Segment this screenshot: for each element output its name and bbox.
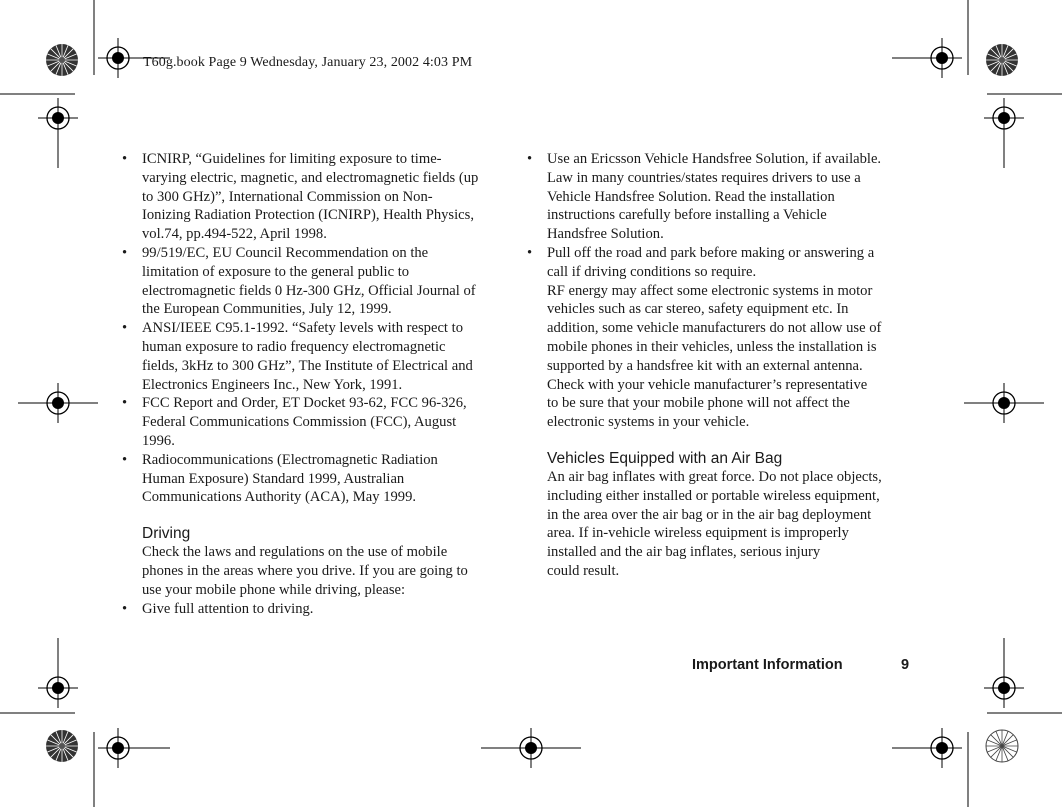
text-line: area. If in-vehicle wireless equipment is improperly (547, 525, 849, 542)
reference-item (120, 451, 510, 507)
text-line: electronic systems in your vehicle. (547, 414, 750, 431)
text-line: Check the laws and regulations on the use of mobile (142, 544, 448, 561)
reference-item (120, 244, 510, 319)
text-line: FCC Report and Order, ET Docket 93-62, FCC 96-326, (142, 395, 467, 412)
text-line: fields, 3kHz to 300 GHz”, The Institute of Electrical and (142, 357, 473, 374)
bullet-icon: • (527, 151, 533, 167)
text-line: Electronics Engineers Inc., New York, 1991. (142, 376, 403, 393)
footer-section-title: Important Information (692, 657, 843, 673)
left-column (120, 150, 510, 618)
text-line: Human Exposure) Standard 1999, Australian (142, 470, 405, 487)
reference-list (120, 150, 510, 507)
text-line: including either installed or portable wireless equipment, (547, 487, 880, 504)
text-line: could result. (547, 562, 620, 579)
text-line: Ionizing Radiation Protection (ICNIRP), Health Physics, (142, 207, 474, 224)
bullet-icon: • (122, 244, 128, 261)
text-line: Federal Communications Commission (FCC), August (142, 414, 457, 431)
text-line: installed and the air bag inflates, serious injury (547, 544, 821, 561)
bullet-icon: • (527, 244, 533, 261)
corner-target-icon (46, 44, 78, 76)
text-line: the European Communities, July 12, 1999. (142, 301, 392, 318)
bullet-icon: • (122, 320, 128, 337)
corner-target-icon (986, 44, 1018, 76)
text-line: vol.74, pp.494-522, April 1998. (142, 226, 327, 243)
text-line: mobile phones in their vehicles, unless the installation is (547, 338, 877, 355)
text-line: Check with your vehicle manufacturer’s representative (547, 376, 868, 393)
text-line: Use an Ericsson Vehicle Handsfree Solution, if available. (547, 151, 882, 167)
text-line: ICNIRP, “Guidelines for limiting exposure to time- (142, 151, 442, 167)
text-line: vehicles such as car stereo, safety equipment etc. In (547, 301, 849, 318)
reference-item (120, 319, 510, 394)
text-line: call if driving conditions so require. (547, 263, 757, 280)
text-line: 1996. (142, 432, 175, 449)
reference-item (120, 394, 510, 450)
driving-bullet (120, 600, 510, 619)
text-line: electromagnetic fields 0 Hz-300 GHz, Official Journal of (142, 282, 476, 299)
text-line: varying electric, magnetic, and electromagnetic fields (up (142, 169, 479, 186)
text-line: limitation of exposure to the general public to (142, 263, 410, 280)
text-line: human exposure to radio frequency electromagnetic (142, 338, 446, 355)
text-line: phones in the areas where you drive. If you are going to (142, 562, 468, 579)
page-number: 9 (901, 657, 910, 673)
text-line: instructions carefully before installing a Vehicle (547, 207, 827, 224)
airbag-heading: Vehicles Equipped with an Air Bag (547, 449, 783, 467)
airbag-text (525, 468, 910, 581)
right-column (525, 150, 910, 581)
text-line: An air bag inflates with great force. Do not place objects, (547, 468, 882, 485)
text-line: RF energy may affect some electronic systems in motor (547, 282, 873, 299)
text-line: 99/519/EC, EU Council Recommendation on the (142, 244, 429, 261)
bullet-icon: • (122, 600, 128, 617)
text-line: use your mobile phone while driving, please: (142, 581, 406, 598)
text-line: to 300 GHz)”, International Commission on Non- (142, 188, 433, 205)
text-line: in the area over the air bag or in the air bag deployment (547, 506, 872, 523)
driving-intro (120, 543, 510, 599)
text-line: to be sure that your mobile phone will not affect the (547, 395, 850, 412)
text-line: Radiocommunications (Electromagnetic Radiation (142, 451, 438, 468)
text-line: Vehicle Handsfree Solution. Read the installation (547, 188, 835, 205)
bullet-icon: • (122, 451, 128, 468)
bullet-text: Give full attention to driving. (142, 600, 314, 617)
text-line: Law in many countries/states requires drivers to use a (547, 169, 861, 186)
handsfree-bullet (525, 150, 910, 244)
corner-target-icon (986, 730, 1018, 762)
text-line: supported by a handsfree kit with an external antenna. (547, 357, 863, 374)
pull-off-road-bullet (525, 244, 910, 432)
bullet-icon: • (122, 151, 128, 167)
text-line: addition, some vehicle manufacturers do not allow use of (547, 320, 882, 337)
book-header: T60g.book Page 9 Wednesday, January 23, 2002 4:03 PM (143, 55, 473, 70)
text-line: Communications Authority (ACA), May 1999. (142, 489, 417, 506)
reference-item (120, 150, 510, 244)
corner-target-icon (46, 730, 78, 762)
text-line: Handsfree Solution. (547, 226, 664, 243)
bullet-icon: • (122, 395, 128, 412)
text-line: ANSI/IEEE C95.1-1992. “Safety levels with respect to (142, 320, 463, 337)
text-line: Pull off the road and park before making or answering a (547, 244, 875, 261)
driving-heading: Driving (142, 525, 191, 543)
